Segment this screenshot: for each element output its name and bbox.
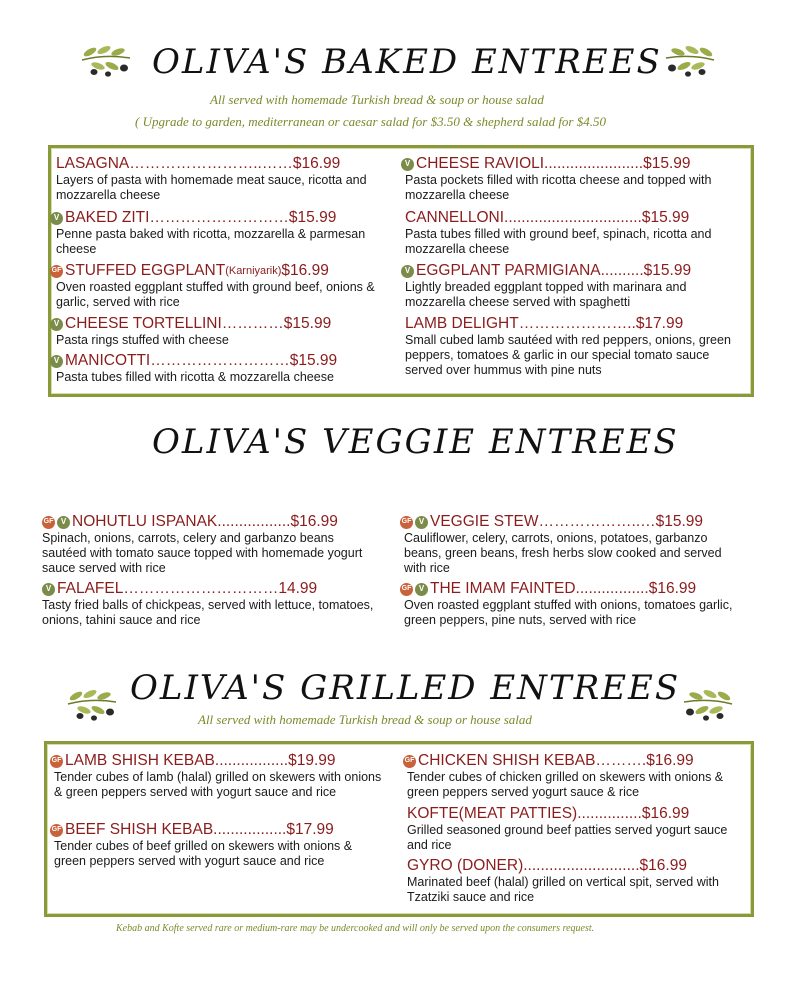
item-price: 14.99 bbox=[278, 580, 318, 597]
menu-item bbox=[50, 209, 386, 257]
gluten-free-icon: GF bbox=[50, 265, 63, 278]
item-price: $15.99 bbox=[641, 209, 690, 226]
item-price: $17.99 bbox=[286, 821, 334, 838]
item-description: Penne pasta baked with ricotta, mozzarella & parmesan cheese bbox=[56, 227, 366, 256]
vegetarian-icon: V bbox=[401, 265, 414, 278]
menu-item bbox=[407, 805, 743, 853]
veggie-title: OLIVA'S VEGGIE ENTREES bbox=[152, 422, 679, 462]
item-name: LASAGNA……………………..…… bbox=[56, 155, 293, 172]
item-description: Tender cubes of chicken grilled on skewers with onions & green peppers served yogurt sauce & rice bbox=[407, 770, 724, 799]
item-name: THE IMAM FAINTED................. bbox=[430, 580, 649, 597]
item-name: BAKED ZITI……………………… bbox=[65, 209, 289, 226]
footnote: Kebab and Kofte served rare or medium-rare may be undercooked and will only be served upon the consumers request. bbox=[116, 923, 595, 934]
item-price: $16.99 bbox=[641, 805, 690, 822]
grilled-subtitle: All served with homemade Turkish bread & soup or house salad bbox=[198, 712, 532, 727]
menu-item bbox=[50, 315, 386, 348]
grilled-title: OLIVA'S GRILLED ENTREES bbox=[130, 668, 681, 708]
olive-sprig-icon bbox=[662, 42, 716, 80]
olive-sprig-icon bbox=[66, 686, 120, 724]
item-name: FALAFEL………………………… bbox=[57, 580, 279, 597]
vegetarian-icon: V bbox=[50, 318, 63, 331]
item-description: Lightly breaded eggplant topped with marinara and mozzarella cheese served with spaghetti bbox=[405, 280, 687, 309]
vegetarian-icon: V bbox=[42, 583, 55, 596]
item-name: LAMB SHISH KEBAB................. bbox=[65, 752, 289, 769]
menu-item bbox=[405, 209, 741, 257]
menu-item bbox=[50, 821, 386, 869]
item-name: LAMB DELIGHT………………….. bbox=[405, 315, 636, 332]
menu-item bbox=[405, 315, 741, 378]
vegetarian-icon: V bbox=[57, 516, 70, 529]
olive-sprig-icon bbox=[80, 42, 134, 80]
olive-sprig-icon bbox=[680, 686, 734, 724]
item-price: $15.99 bbox=[283, 315, 332, 332]
item-description: Layers of pasta with homemade meat sauce, ricotta and mozzarella cheese bbox=[56, 173, 367, 202]
item-name: MANICOTTI……………………… bbox=[65, 352, 290, 369]
item-description: Tasty fried balls of chickpeas, served with lettuce, tomatoes, onions, tahini sauce and rice bbox=[42, 598, 374, 627]
gluten-free-icon: GF bbox=[50, 755, 63, 768]
vegetarian-icon: V bbox=[415, 516, 428, 529]
item-name: CHICKEN SHISH KEBAB………. bbox=[418, 752, 647, 769]
menu-item bbox=[401, 155, 737, 203]
item-description: Spinach, onions, carrots, celery and garbanzo beans sautéed with tomato sauce topped with homemade yogurt sauce served with rice bbox=[42, 531, 363, 575]
menu-item bbox=[403, 752, 739, 800]
item-price: $16.99 bbox=[281, 262, 329, 279]
baked-upgrade-note: ( Upgrade to garden, mediterranean or caesar salad for $3.50 & shepherd salad for $4.50 bbox=[135, 114, 606, 129]
menu-item bbox=[42, 580, 378, 628]
item-price: $16.99 bbox=[646, 752, 694, 769]
item-description: Pasta tubes filled with ground beef, spinach, ricotta and mozzarella cheese bbox=[405, 227, 712, 256]
vegetarian-icon: V bbox=[50, 212, 63, 225]
item-description: Cauliflower, celery, carrots, onions, potatoes, garbanzo beans, green beans, fresh herbs slow cooked and served with rice bbox=[404, 531, 722, 575]
item-name: VEGGIE STEW………………..… bbox=[430, 513, 656, 530]
menu-item bbox=[50, 352, 386, 385]
item-name: EGGPLANT PARMIGIANA.......... bbox=[416, 262, 644, 279]
item-description: Oven roasted eggplant stuffed with ground beef, onions & garlic, served with rice bbox=[56, 280, 375, 309]
item-name: GYRO (DONER)........................... bbox=[407, 857, 640, 874]
gluten-free-icon: GF bbox=[400, 583, 413, 596]
gluten-free-icon: GF bbox=[400, 516, 413, 529]
menu-item bbox=[400, 580, 736, 628]
item-name-note: (Karniyarik) bbox=[225, 265, 282, 277]
item-price: $15.99 bbox=[288, 209, 337, 226]
item-name: CHEESE TORTELLINI………… bbox=[65, 315, 284, 332]
item-name: CHEESE RAVIOLI....................... bbox=[416, 155, 644, 172]
menu-item bbox=[400, 513, 736, 576]
item-name: KOFTE(MEAT PATTIES)............... bbox=[407, 805, 642, 822]
item-description: Grilled seasoned ground beef patties served yogurt sauce and rice bbox=[407, 823, 728, 852]
menu-item bbox=[42, 513, 378, 576]
item-name: BEEF SHISH KEBAB................. bbox=[65, 821, 287, 838]
item-price: $17.99 bbox=[635, 315, 684, 332]
menu-item bbox=[56, 155, 392, 203]
menu-item bbox=[401, 262, 737, 310]
menu-item bbox=[50, 262, 386, 310]
item-description: Small cubed lamb sautéed with red peppers, onions, green peppers, tomatoes & garlic in our special tomato sauce served over hummus with pine nuts bbox=[405, 333, 731, 377]
menu-item bbox=[50, 752, 386, 800]
vegetarian-icon: V bbox=[50, 355, 63, 368]
item-price: $16.99 bbox=[290, 513, 338, 530]
item-description: Pasta tubes filled with ricotta & mozzarella cheese bbox=[56, 370, 334, 384]
baked-subtitle: All served with homemade Turkish bread & soup or house salad bbox=[210, 92, 544, 107]
vegetarian-icon: V bbox=[401, 158, 414, 171]
item-price: $15.99 bbox=[643, 262, 692, 279]
gluten-free-icon: GF bbox=[403, 755, 416, 768]
item-name: STUFFED EGGPLANT bbox=[65, 262, 226, 279]
item-name: CANNELLONI................................ bbox=[405, 209, 642, 226]
item-name: NOHUTLU ISPANAK................. bbox=[72, 513, 291, 530]
menu-item bbox=[407, 857, 743, 905]
item-description: Tender cubes of lamb (halal) grilled on skewers with onions & green peppers served with yogurt sauce and rice bbox=[54, 770, 382, 799]
item-price: $15.99 bbox=[655, 513, 704, 530]
item-price: $15.99 bbox=[289, 352, 338, 369]
item-description: Marinated beef (halal) grilled on vertical spit, served with Tzatziki sauce and rice bbox=[407, 875, 719, 904]
item-description: Oven roasted eggplant stuffed with onions, tomatoes garlic, green peppers, pine nuts, served with rice bbox=[404, 598, 733, 627]
item-price: $19.99 bbox=[288, 752, 336, 769]
baked-title: OLIVA'S BAKED ENTREES bbox=[152, 42, 662, 82]
gluten-free-icon: GF bbox=[42, 516, 55, 529]
item-description: Tender cubes of beef grilled on skewers with onions & green peppers served with yogurt sauce and rice bbox=[54, 839, 353, 868]
item-price: $16.99 bbox=[292, 155, 341, 172]
item-price: $16.99 bbox=[639, 857, 687, 874]
gluten-free-icon: GF bbox=[50, 824, 63, 837]
item-description: Pasta pockets filled with ricotta cheese and topped with mozzarella cheese bbox=[405, 173, 712, 202]
vegetarian-icon: V bbox=[415, 583, 428, 596]
item-price: $16.99 bbox=[648, 580, 697, 597]
item-price: $15.99 bbox=[643, 155, 691, 172]
item-description: Pasta rings stuffed with cheese bbox=[56, 333, 229, 347]
